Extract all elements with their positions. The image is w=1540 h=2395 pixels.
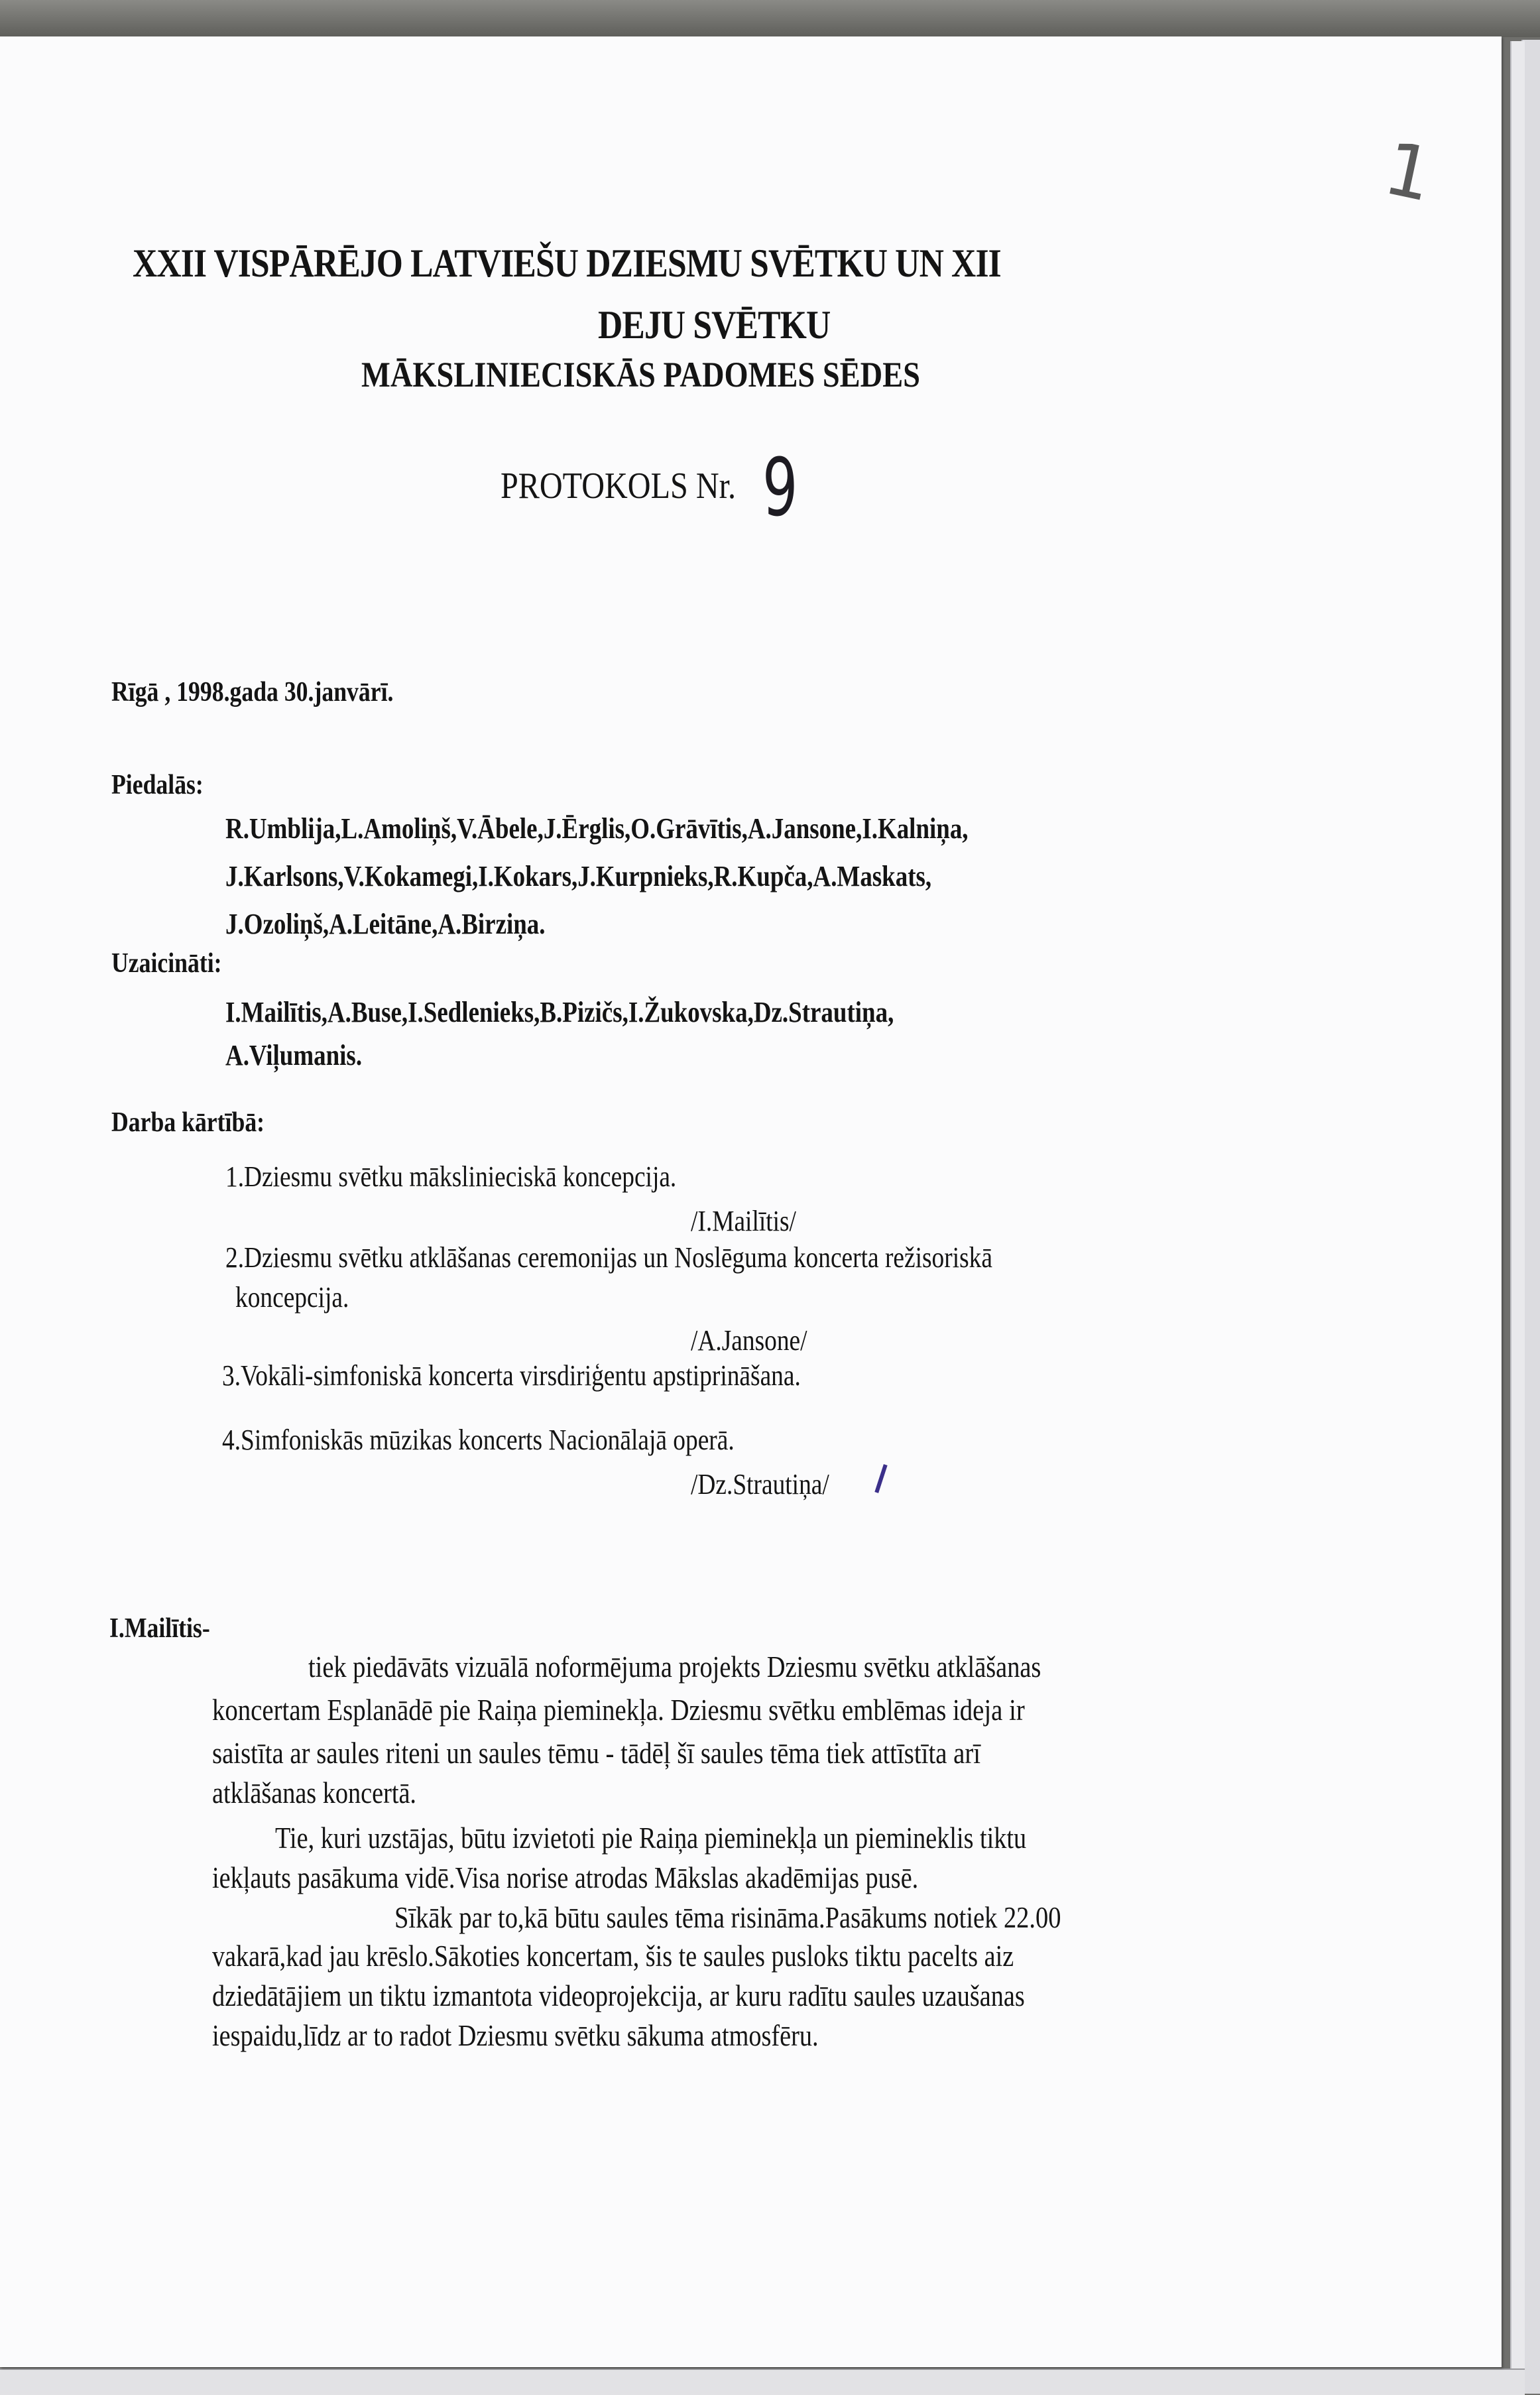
agenda-item-2: 2.Dziesmu svētku atklāšanas ceremonijas un Noslēguma koncerta režisoriskā	[225, 1241, 992, 1274]
body-line: Tie, kuri uzstājas, būtu izvietoti pie Raiņa pieminekļa un piemineklis tiktu	[275, 1821, 1027, 1855]
agenda-label: Darba kārtībā:	[111, 1107, 265, 1138]
agenda-item-2-cont: koncepcija.	[235, 1281, 349, 1314]
body-line: saistīta ar saules riteni un saules tēmu - tādēļ šī saules tēma tiek attīstīta arī	[212, 1737, 981, 1770]
body-line: iespaidu,līdz ar to radot Dziesmu svētku sākuma atmosfēru.	[212, 2019, 819, 2052]
body-line: atklāšanas koncertā.	[212, 1776, 416, 1810]
protocol-number: 9	[762, 442, 798, 534]
invited-label: Uzaicināti:	[111, 948, 222, 979]
body-line: tiek piedāvāts vizuālā noformējuma projekts Dziesmu svētku atklāšanas	[308, 1650, 1041, 1684]
pen-correction-mark	[874, 1464, 887, 1493]
title-line-3: MĀKSLINIECISKĀS PADOMES SĒDES	[361, 355, 921, 395]
participants-line: J.Karlsons,V.Kokamegi,I.Kokars,J.Kurpnieks,R.Kupča,A.Maskats,	[225, 860, 932, 892]
agenda-item-1: 1.Dziesmu svētku mākslinieciskā koncepcija.	[225, 1160, 677, 1193]
page-stack-edge	[1510, 41, 1525, 2375]
participants-label: Piedalās:	[111, 770, 204, 800]
agenda-item-4-speaker: /Dz.Strautiņa/	[691, 1468, 829, 1501]
agenda-item-4: 4.Simfoniskās mūzikas koncerts Nacionālajā operā.	[222, 1424, 735, 1456]
body-line: dziedātājiem un tiktu izmantota videoprojekcija, ar kuru radītu saules uzaušanas	[212, 1979, 1025, 2012]
participants-line: J.Ozoliņš,A.Leitāne,A.Birziņa.	[225, 908, 546, 940]
agenda-item-2-speaker: /A.Jansone/	[691, 1324, 807, 1357]
body-line: koncertam Esplanādē pie Raiņa pieminekļa. Dziesmu svētku emblēmas ideja ir	[212, 1693, 1025, 1727]
title-line-2: DEJU SVĒTKU	[598, 303, 831, 347]
agenda-item-1-speaker: /I.Mailītis/	[691, 1205, 796, 1237]
invited-line: I.Mailītis,A.Buse,I.Sedlenieks,B.Pizičs,I.Žukovska,Dz.Strautiņa,	[225, 996, 894, 1028]
title-line-1: XXII VISPĀRĒJO LATVIEŠU DZIESMU SVĒTKU UN XII	[133, 241, 1001, 285]
scanner-top-edge	[0, 0, 1540, 37]
handwritten-page-number: 1	[1377, 125, 1441, 218]
speaker-label: I.Mailītis-	[109, 1613, 210, 1644]
agenda-item-3: 3.Vokāli-simfoniskā koncerta virsdiriģentu apstiprināšana.	[222, 1359, 801, 1392]
body-line: Sīkāk par to,kā būtu saules tēma risināma.Pasākums notiek 22.00	[394, 1901, 1061, 1934]
place-date: Rīgā , 1998.gada 30.janvārī.	[111, 677, 394, 707]
document-page	[0, 36, 1502, 2367]
invited-line: A.Viļumanis.	[225, 1039, 363, 1072]
page-stack-bottom-edge	[0, 2368, 1525, 2395]
protocol-label: PROTOKOLS Nr.	[501, 465, 737, 507]
participants-line: R.Umblija,L.Amoliņš,V.Ābele,J.Ērglis,O.Grāvītis,A.Jansone,I.Kalniņa,	[225, 812, 969, 845]
body-line: vakarā,kad jau krēslo.Sākoties koncertam, šis te saules pusloks tiktu pacelts aiz	[212, 1939, 1014, 1973]
body-line: iekļauts pasākuma vidē.Visa norise atrodas Mākslas akadēmijas pusē.	[212, 1861, 919, 1894]
